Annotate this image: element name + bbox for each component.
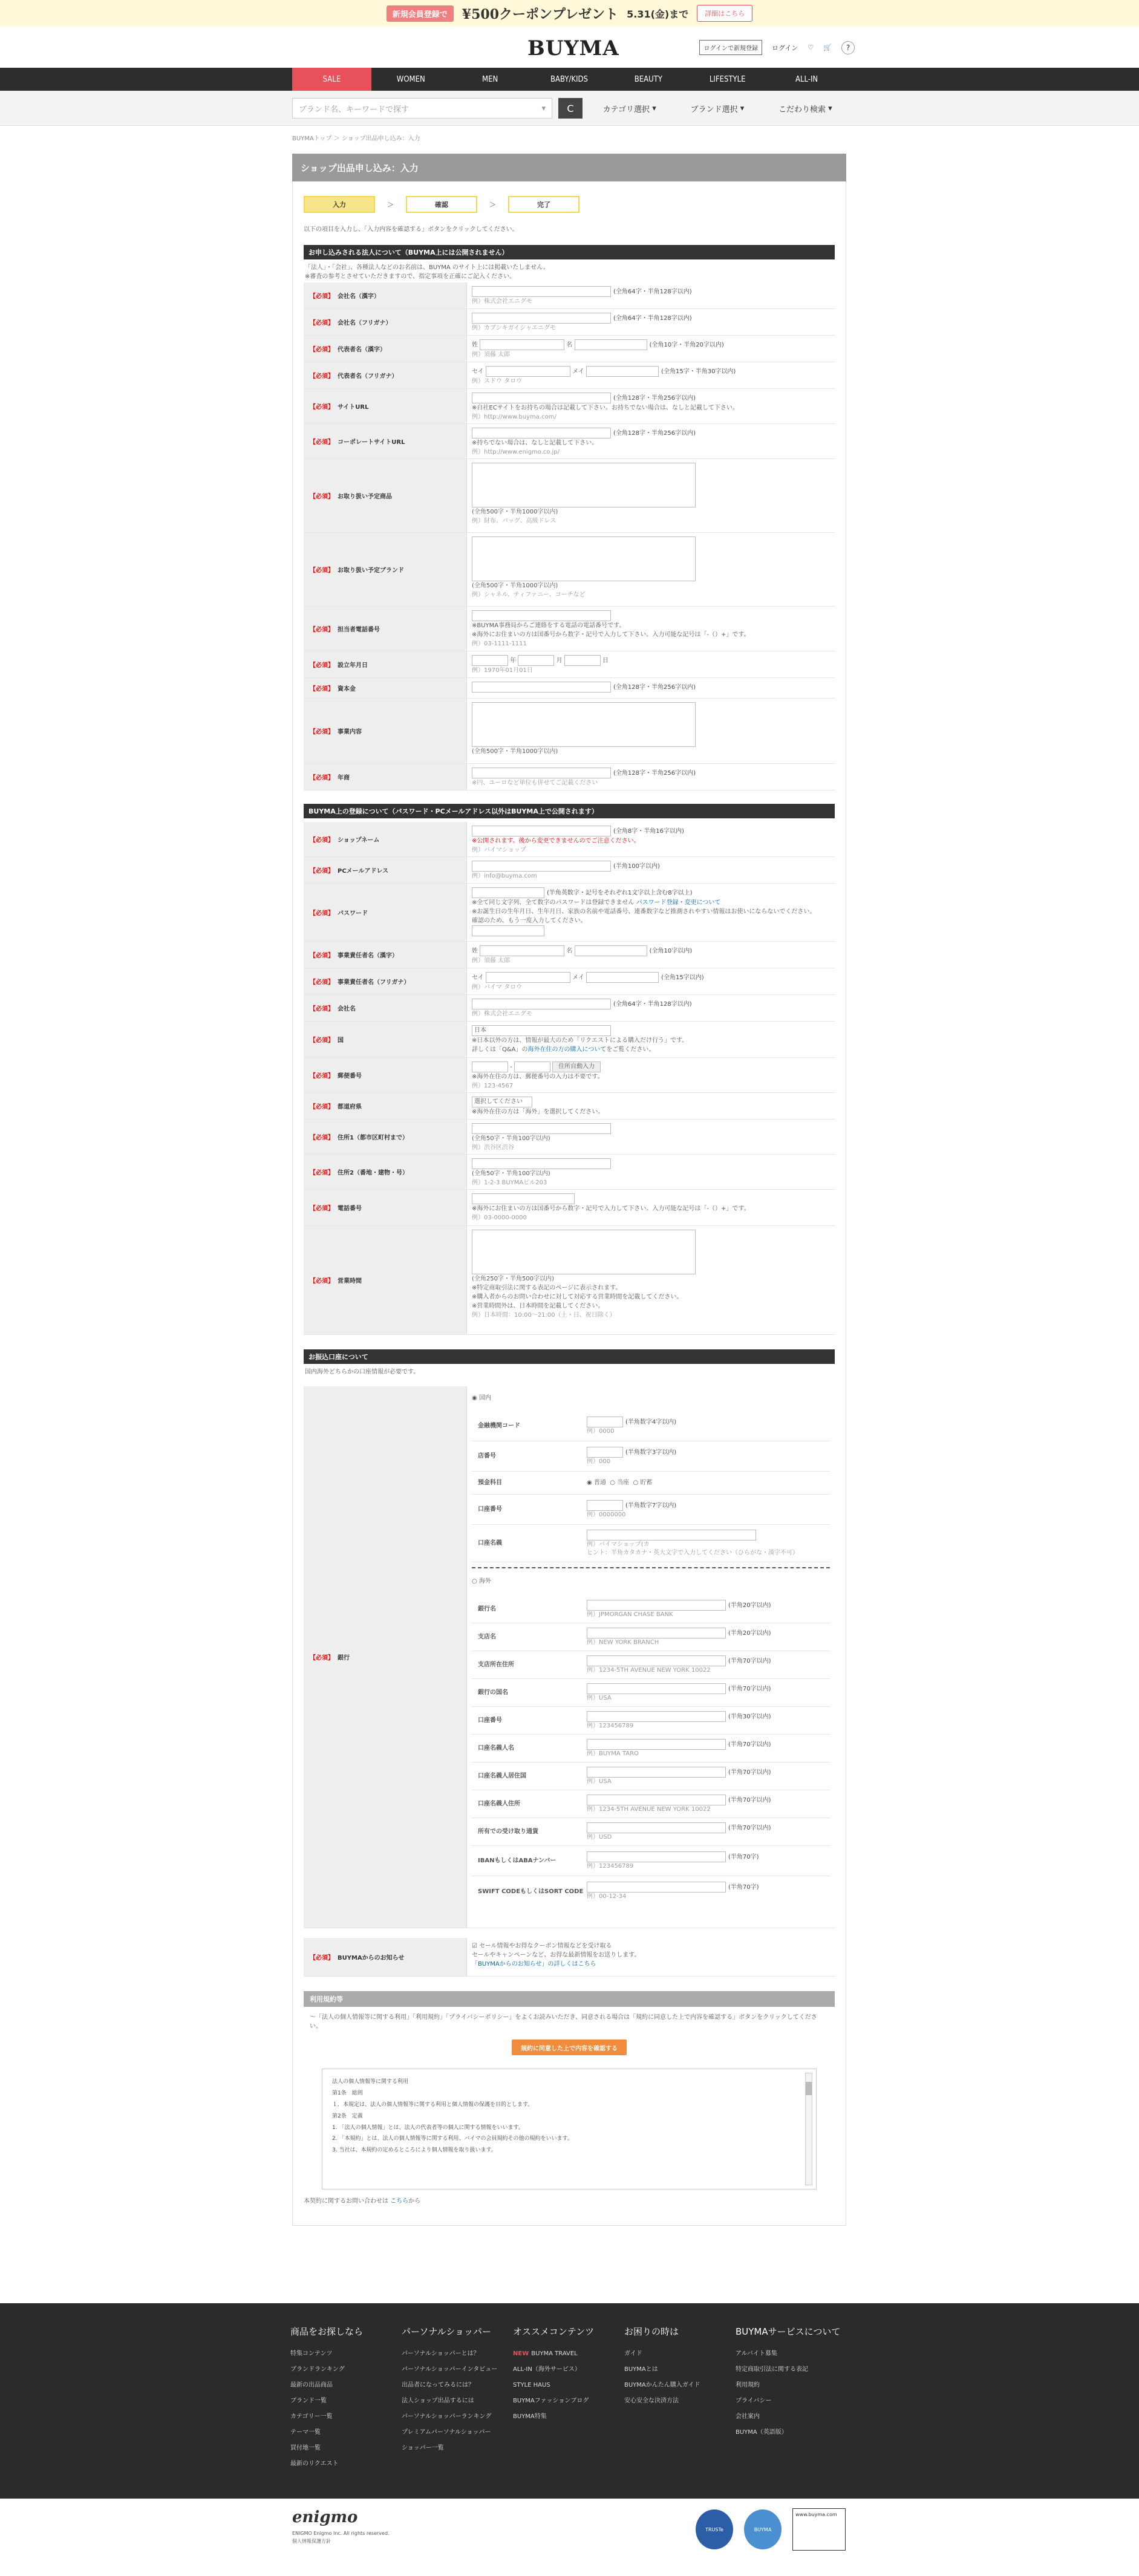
corporate-url-input[interactable] xyxy=(472,428,611,439)
year-input[interactable] xyxy=(472,655,508,666)
row-established: 【必須】 設立年月日 年 月 日 例）1970年01月01日 xyxy=(304,651,835,678)
account-no-input[interactable] xyxy=(587,1500,623,1511)
divider xyxy=(472,1567,830,1568)
nav-all-in[interactable]: ALL-IN xyxy=(795,74,818,84)
step-complete: 完了 xyxy=(508,196,579,213)
row-phone: 【必須】 担当者電話番号 ※BUYMA事務局からご連絡をする電話の電話番号です。 ※海外にお住まいの方は国番号から数字・記号で入力して下さい。入力可能な記号は「-（）+」です。 例）03-1111-1111 xyxy=(304,607,835,651)
row-manager-name: 【必須】 事業責任者名（漢字） 姓 名 (全角10字以内) 例）須藤 太郎 xyxy=(304,942,835,968)
shop-name-input[interactable] xyxy=(472,826,611,836)
ov-branch-address-input[interactable] xyxy=(587,1655,726,1666)
rep-last-kana-input[interactable] xyxy=(486,366,570,377)
bank-code-input[interactable] xyxy=(587,1417,623,1427)
rep-last-name-input[interactable] xyxy=(480,339,564,350)
row-postal: 【必須】 郵便番号 - 住所自動入力 ※海外在住の方は、郵便番号の入力は不要です。 例）123-4567 xyxy=(304,1058,835,1093)
rep-first-name-input[interactable] xyxy=(575,339,647,350)
contact-phone-input[interactable] xyxy=(472,610,611,621)
products-textarea[interactable] xyxy=(472,463,696,507)
chevron-down-icon: ▾ xyxy=(541,103,546,113)
row-company-name: 【必須】 会社名（漢字） (全角64字・半角128字以内) 例）株式会社エニグモ xyxy=(304,282,835,309)
form-box xyxy=(292,181,846,2226)
email-input[interactable] xyxy=(472,861,611,872)
copyright: ENIGMO Enigmo Inc. All rights reserved. 個人情報保護方針 xyxy=(292,2531,390,2544)
row-site-url: 【必須】 サイトURL (全角128字・半角256字以内) ※自社ECサイトをお持ちの場合は記載して下さい。お持ちでない場合は、なしと記載して下さい。 例）http://www.buyma.com/ xyxy=(304,389,835,424)
branch-no-input[interactable] xyxy=(587,1447,623,1458)
ov-currency-input[interactable] xyxy=(587,1822,726,1833)
search-input[interactable]: ブランド名、キーワードで探す ▾ xyxy=(292,98,552,119)
brand-select[interactable]: ブランド選択 ▾ xyxy=(690,103,745,114)
company-kana-input[interactable] xyxy=(472,313,611,324)
row-address2: 【必須】 住所2（番地・建物・号） (全角50字・半角100字以内) 例）1-2-3 BUYMAビル203 xyxy=(304,1155,835,1190)
footer-col-shopper: パーソナルショッパー パーソナルショッパーとは？ パーソナルショッパーインタビュー 出品者になってみるには？ 法人ショップ出品するには パーソナルショッパーランキング プレミアムパーソナルショッパー ショッパー一覧 xyxy=(402,2326,498,2451)
tel-input[interactable] xyxy=(472,1193,575,1204)
row-company-kana: 【必須】 会社名（フリガナ） (全角64字・半角128字以内) 例）カブシキガイシャエニグモ xyxy=(304,309,835,336)
main-nav xyxy=(0,68,1139,91)
section-company-note: 「法人」・「会社」、各種法人などのお名前は、BUYMA のサイト上には掲載いたしません。 ※審査の参考とさせていただきますので、指定事項を正確にご記入ください。 xyxy=(305,264,549,280)
terms-scrollbox[interactable]: 法人の個人情報等に関する利用 第1条 総則 １．本規定は、法人の個人情報等に関する利用と個人情報の保護を目的とします。 第2条 定義 1. 「法人の個人情報」とは、法人の代表者等の個人に関する情報をいいます。 2. 「本規約」とは、法人の個人情報等に関する利用、バイマの会員規約その他の規約をいいます。 3. 当社は、本規約の定めるところにより個人情報を取り扱います。 xyxy=(322,2069,817,2190)
address2-input[interactable] xyxy=(472,1158,611,1169)
manager-first-kana-input[interactable] xyxy=(586,972,659,983)
section-bank-title: お振込口座について xyxy=(304,1349,835,1364)
footer-col-recommend: オススメコンテンツ NEW BUYMA TRAVEL ALL-IN（海外サービス） STYLE HAUS BUYMAファッションブログ BUYMA特集 xyxy=(513,2326,595,2420)
step-confirm: 確認 xyxy=(406,196,477,213)
row-prefecture: 【必須】 都道府県 選択してください ※海外在住の方は「海外」を選択してください。 xyxy=(304,1093,835,1120)
row-tel: 【必須】 電話番号 ※海外にお住まいの方は国番号から数字・記号で入力して下さい。入力可能な記号は「-（）+」です。 例）03-0000-0000 xyxy=(304,1190,835,1226)
password-confirm-input[interactable] xyxy=(472,925,544,936)
brands-textarea[interactable] xyxy=(472,536,696,581)
ov-swift-input[interactable] xyxy=(587,1882,726,1893)
ov-holder-country-input[interactable] xyxy=(587,1767,726,1778)
row-revenue: 【必須】 年商 (全角128字・半角256字以内) ※円、ユーロなど単位も併せてご記載ください xyxy=(304,764,835,791)
enigmo-logo[interactable]: enigmo xyxy=(292,2508,358,2526)
category-select[interactable]: カテゴリ選択 ▾ xyxy=(602,103,656,114)
cart-icon[interactable]: 🛒 xyxy=(823,44,832,51)
prefecture-select[interactable]: 選択してください xyxy=(472,1097,532,1107)
row-manager-kana: 【必須】 事業責任者名（フリガナ） セイ メイ (全角15字以内) 例）バイマ タロウ xyxy=(304,968,835,995)
manager-last-kana-input[interactable] xyxy=(486,972,570,983)
row-hours: 【必須】 営業時間 (全角250字・半角500字以内) ※特定商取引法に関する表記のページに表示されます。 ※購入者からのお問い合わせに対して対応する営業時間を記載してください。 ※営業時間外は、日本時間を記載してください。 例）日本時間：10:00〜21:00（土・日、祝日除く） xyxy=(304,1226,835,1335)
nav-baby-kids[interactable]: BABY/KIDS xyxy=(550,74,588,84)
row-bank: 【必須】 銀行 ◉ 国内 金融機関コード (半角数字4字以内) 例）0000 店番号 (半角数字3字以内) 例）000 預金科目 ◉ 普通 ○ 当座 ○ 貯蓄 口座番号 (半角数字7字以内) 例）0000000 口座名義 例）バイマショップ(カ ヒント：半角カタカナ・英大文字で入力してください（ひらがな・漢字不可） ○ 海外 銀行名 (半角20字以内) 例）JPMORGAN CHASE BANK 支店名 (半角20字以内) 例）NEW YORK BRANCH 支店所在住所 (半角70字以内) 例）1234-5TH AVENUE NEW YORK 10022 銀行の国名 (半角70字以内) 例）USA 口座番号 (半角30字以内) 例）123456789 口座名義人名 (半角70字以内) 例）BUYMA TARO 口座名義人居住国 (半角70字以内) 例）USA 口座名義人住所 (半角70字以内) 例）1234-5TH AVENUE NEW YORK 10022 所有での受け取り通貨 (半角70字以内) 例）USD IBANもしくはABAナンバー (半角70字) 例）123456789 SWIFT CODEもしくはSORT CODE (半角70字) 例）00-12-34 xyxy=(304,1386,835,1928)
account-type-normal[interactable]: ◉ 普通 xyxy=(587,1479,606,1486)
trust-badges xyxy=(696,2508,846,2551)
manager-first-name-input[interactable] xyxy=(575,945,647,956)
row-email: 【必須】 PCメールアドレス (半角100字以内) 例）info@buyma.com xyxy=(304,857,835,884)
ov-holder-address-input[interactable] xyxy=(587,1795,726,1805)
row-capital: 【必須】 資本金 (全角128字・半角256字以内) xyxy=(304,678,835,699)
ov-bank-country-input[interactable] xyxy=(587,1683,726,1694)
newsletter-info-link[interactable]: 「BUYMAからのお知らせ」の詳しくはこちら xyxy=(472,1961,596,1968)
capital-input[interactable] xyxy=(472,682,611,693)
row-address1: 【必須】 住所1（都市区町村まで） (全角50字・半角100字以内) 例）渋谷区渋谷 xyxy=(304,1120,835,1155)
footer-col-search: 商品をお探しなら 特集コンテンツ ブランドランキング 最新の出品商品 ブランド一覧 カテゴリー一覧 テーマ一覧 買付地一覧 最新のリクエスト xyxy=(290,2326,364,2467)
password-input[interactable] xyxy=(472,887,544,898)
promo-banner[interactable] xyxy=(0,0,1139,27)
nav-sale[interactable]: SALE xyxy=(292,68,371,91)
promo-headline: ¥500クーポンプレゼント xyxy=(462,6,619,22)
nav-women[interactable]: WOMEN xyxy=(396,74,425,84)
footer-col-help: お困りの時は ガイド BUYMAとは BUYMAかんたん購入ガイド 安心安全な決済方法 xyxy=(624,2326,700,2404)
ov-iban-input[interactable] xyxy=(587,1851,726,1862)
promo-detail-button[interactable]: 詳細はこちら xyxy=(697,5,752,22)
row-password: 【必須】 パスワード (半角英数字・記号をそれぞれ1文字以上含む8字以上) ※全て同じ文字列、全て数字のパスワードは登録できません パスワード登録・変更について ※お誕生日の生年月日、生年月日、家族の名前や電話番号、連番数字など推測されやすい情報はお使いにならないでください。 確認のため、もう一度入力してください。 xyxy=(304,884,835,942)
company-name-input[interactable] xyxy=(472,286,611,297)
terms-section xyxy=(304,1991,835,2219)
page-title: ショップ出品申し込み：入力 xyxy=(292,154,846,181)
revenue-input[interactable] xyxy=(472,768,611,778)
row-corporate-url: 【必須】 コーポレートサイトURL (全角128字・半角256字以内) ※持ちでない場合は、なしと記載して下さい。 例）http://www.enigmo.co.jp/ xyxy=(304,424,835,459)
footer-col-service: BUYMAサービスについて アルバイト募集 特定商取引法に関する表記 利用規約 プライバシー 会社案内 BUYMA（英語版） xyxy=(736,2326,841,2436)
day-input[interactable] xyxy=(564,655,601,666)
nav-men[interactable]: MEN xyxy=(482,74,498,84)
breadcrumb: BUYMAトップ ＞ ショップ出品申し込み：入力 xyxy=(292,135,420,142)
manager-last-name-input[interactable] xyxy=(480,945,564,956)
month-input[interactable] xyxy=(518,655,554,666)
ov-account-no-input[interactable] xyxy=(587,1711,726,1722)
login-link[interactable]: ログイン xyxy=(771,44,798,52)
row-newsletter: 【必須】 BUYMAからのお知らせ ☑ セール情報やお得なクーポン情報などを受け取る セールやキャンペーンなど、お得な最新情報をお送りします。 「BUYMAからのお知らせ」の詳しくはこちら xyxy=(304,1938,835,1977)
buyma-logo[interactable]: BUYMA xyxy=(527,36,619,60)
overseas-purchase-link[interactable]: 海外在住の方の購入について xyxy=(527,1046,607,1053)
postal-1-input[interactable] xyxy=(472,1061,508,1072)
progress-steps: 入力 ＞ 確認 ＞ 完了 xyxy=(304,196,835,213)
register-button[interactable]: ログインで新規登録 xyxy=(699,40,762,55)
password-help-link[interactable]: パスワード登録・変更について xyxy=(636,899,721,906)
help-icon[interactable]: ? xyxy=(841,41,855,54)
step-input: 入力 xyxy=(304,196,375,213)
ov-holder-name-input[interactable] xyxy=(587,1739,726,1750)
company2-input[interactable] xyxy=(472,999,611,1009)
contact-link[interactable]: こちら xyxy=(390,2198,409,2205)
truste-badge-icon[interactable]: TRUSTe xyxy=(696,2509,733,2549)
detail-search[interactable]: こだわり検索 ▾ xyxy=(778,103,832,114)
section-bank-note: 国内海外どちらかの口座情報が必要です。 xyxy=(305,1369,420,1375)
postal-2-input[interactable] xyxy=(514,1061,550,1072)
site-footer xyxy=(0,2303,1139,2499)
row-shop-name: 【必須】 ショップネーム (全角8字・半角16字以内) ※公開されます。後から変更できませんのでご注意ください。 例）バイマショップ xyxy=(304,822,835,857)
domestic-radio[interactable]: ◉ xyxy=(472,1395,477,1401)
row-brands: 【必須】 お取り扱い予定ブランド (全角500字・半角1000字以内) 例）シャネル、ティファニー、コーチなど xyxy=(304,533,835,607)
header-actions xyxy=(699,40,855,55)
country-select[interactable]: 日本 xyxy=(472,1025,611,1036)
rep-first-kana-input[interactable] xyxy=(586,366,659,377)
terms-note: 〜「法人の個人情報等に関する利用」「利用規約」「プライバシーポリシー」をよくお読みいただき、同意される場合は「規約に同意した上で内容を確認する」ボタンをクリックしてください。 xyxy=(310,2014,817,2030)
agree-confirm-button[interactable]: 規約に同意した上で内容を確認する xyxy=(512,2040,627,2055)
row-rep-kana: 【必須】 代表者名（フリガナ） セイ メイ (全角15字・半角30字以内) 例）スドウ タロウ xyxy=(304,362,835,389)
business-textarea[interactable] xyxy=(472,702,696,747)
ov-branch-input[interactable] xyxy=(587,1628,726,1639)
search-bar xyxy=(0,91,1139,126)
hours-textarea[interactable] xyxy=(472,1230,696,1274)
row-products: 【必須】 お取り扱い予定商品 (全角500字・半角1000字以内) 例）財布、バッグ、高級ドレス xyxy=(304,459,835,533)
terms-footer: 本契約に関するお問い合わせは こちらから xyxy=(304,2198,421,2205)
section-company-title: お申し込みされる法人について（BUYMA上には公開されません） xyxy=(304,245,835,259)
section-buyma-title: BUYMA上の登録について（パスワード・PCメールアドレス以外はBUYMA上で公開されます） xyxy=(304,804,835,818)
row-country: 【必須】 国 日本 ※日本以外の方は、情報が最大のため「リクエストによる購入だけ行う」です。 詳しくは「Q&A」の海外在住の方の購入についてをご覧ください。 xyxy=(304,1022,835,1058)
address-lookup-button[interactable]: 住所自動入力 xyxy=(552,1061,601,1072)
search-button[interactable]: C xyxy=(558,98,583,119)
promo-date: 5.31(金)まで xyxy=(627,8,689,20)
buyma-badge-icon[interactable]: BUYMA xyxy=(744,2509,782,2549)
nav-beauty[interactable]: BEAUTY xyxy=(634,74,662,84)
overseas-radio[interactable]: ○ xyxy=(472,1578,477,1585)
form-note: 以下の項目を入力し、「入力内容を確認する」ボタンをクリックしてください。 xyxy=(304,226,518,233)
ov-bank-name-input[interactable] xyxy=(587,1600,726,1611)
account-type-current[interactable]: ○ 当座 xyxy=(610,1479,630,1486)
newsletter-checkbox[interactable]: ☑ xyxy=(472,1943,477,1949)
main-content xyxy=(292,154,846,2226)
nav-lifestyle[interactable]: LIFESTYLE xyxy=(709,74,746,84)
site-header xyxy=(0,27,1139,68)
terms-scrollbar[interactable] xyxy=(805,2073,812,2185)
account-holder-input[interactable] xyxy=(587,1530,756,1541)
row-business: 【必須】 事業内容 (全角500字・半角1000字以内) xyxy=(304,699,835,764)
ssl-verify-badge[interactable]: www.buyma.com xyxy=(792,2508,846,2551)
address1-input[interactable] xyxy=(472,1123,611,1134)
account-type-savings[interactable]: ○ 貯蓄 xyxy=(633,1479,653,1486)
heart-icon[interactable]: ♡ xyxy=(808,44,814,51)
bottom-bar xyxy=(0,2499,1139,2576)
row-company2: 【必須】 会社名 (全角64字・半角128字以内) 例）株式会社エニグモ xyxy=(304,995,835,1022)
promo-tag: 新規会員登録で xyxy=(387,5,454,22)
terms-title: 利用規約等 xyxy=(304,1991,835,2007)
site-url-input[interactable] xyxy=(472,393,611,403)
row-rep-name: 【必須】 代表者名（漢字） 姓 名 (全角10字・半角20字以内) 例）須藤 太郎 xyxy=(304,336,835,362)
